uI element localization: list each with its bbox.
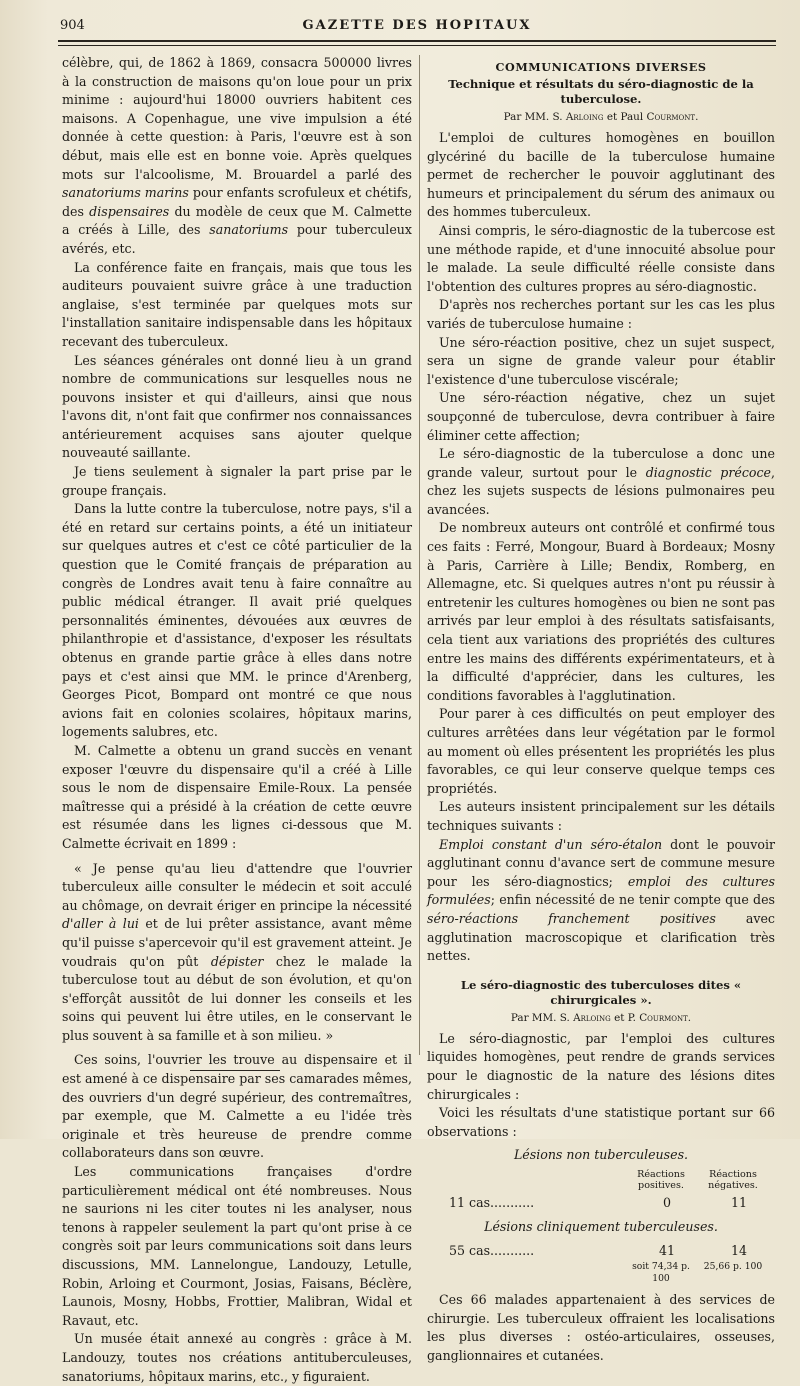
table-category: Lésions non tuberculeuses. (513, 1147, 689, 1163)
paragraph: Les auteurs insistent principalement sur les détails techniques suivants : (427, 799, 775, 833)
paragraph: M. Calmette a obtenu un grand succès en venant exposer l'œuvre du dispensaire qu'il a créé à Lille sous le nom de dispensaire Emile-Roux. La pensée maîtresse qui a présidé à la création de cette œuvre est résumée dans les lignes ci-dessous que M. Calmette écrivait en 1899 : (62, 742, 412, 851)
article-title: Technique et résultats du séro-diagnostic de la tuberculose. (448, 77, 754, 106)
paragraph: L'emploi de cultures homogènes en bouillon glycériné du bacille de la tuberculose humaine permet de rechercher le pouvoir agglutinant des humeurs et principalement du sérum des animaux ou des hommes tuberculeux. (427, 130, 775, 220)
paragraph: Une séro-réaction négative, chez un sujet soupçonné de tuberculose, devra contribuer à faire éliminer cette affection; (427, 390, 775, 443)
paragraph: Les séances générales ont donné lieu à un grand nombre de communications sur lesquelles nous ne pouvons insister et qui d'ailleurs, ainsi que nous l'avons dit, n'ont fait que confirmer nos connaissances antérieurement acquises sans ajouter quelque nouveauté saillante. (62, 352, 412, 461)
paragraph: Un musée était annexé au congrès : grâce à M. Landouzy, toutes nos créations antituberculeuses, sanatoriums, hôpitaux marins, etc., y figuraient. (62, 1331, 412, 1384)
column-header-positive: Réactions positives. (637, 1169, 685, 1192)
running-header (58, 16, 776, 38)
paragraph: Dans la lutte contre la tuberculose, notre pays, s'il a été en retard sur certains points, a été un initiateur sur quelques autres et c'est ce côté particulier de la question que le Comité français de préparation au congrès de Londres avait tenu à faire connaître au public médical étranger. Il avait prié quelques personnalités éminentes, dévouées aux œuvres de philanthropie et d'assistance, d'exposer les résultats obtenus en grande partie grâce à elles dans notre pays et c'est ainsi que MM. le prince d'Arenberg, Georges Picot, Bompard ont montré ce que nous avions fait en colonies scolaires, hôpitaux marins, logements salubres, etc. (62, 501, 412, 740)
paragraph: La conférence faite en français, mais que tous les auditeurs pouvaient suivre grâce à une traduction anglaise, s'est terminée par quelques mots sur l'installation sanitaire indispensable dans les hôpitaux recevant des tuberculeux. (62, 259, 412, 349)
left-column (62, 54, 412, 1386)
paragraph: Les communications françaises d'ordre particulièrement médical ont été nombreuses. Nous ne saurions ni les citer toutes ni les analyser, nous tenons à rappeler seulement la part qu'ont prise à ce congrès soit par leurs communications soit dans leurs discussions, MM. Lannelongue, Landouzy, Letulle, Robin, Arloing et Courmont, Josias, Faisans, Béclère, Launois, Mosny, Hobbs, Frottier, Malibran, Widal et Ravaut, etc. (62, 1164, 412, 1328)
paragraph: Le séro-diagnostic, par l'emploi des cultures liquides homogènes, peut rendre de grands services pour le diagnostic de la nature des lésions dites chirurgicales : (427, 1030, 775, 1102)
end-rule (190, 1070, 280, 1071)
paragraph: De nombreux auteurs ont contrôlé et confirmé tous ces faits : Ferré, Mongour, Buard à Bordeaux; Mosny à Paris, Carrière à Lille; Bendix, Romberg, en Allemagne, etc. Si quelques autres n'ont pu réussir à entretenir les cultures homogènes ou bien ne sont pas arrivés par leur emploi à des résultats satisfaisants, cela tient aux variations des propriétés des cultures entre les mains des différents expérimentateurs, et à la difficulté d'apprécier, dans les cultures, les conditions favorables à l'agglutination. (427, 520, 775, 703)
journal-title: GAZETTE DES HOPITAUX (302, 18, 532, 33)
paragraph: Le séro-diagnostic de la tuberculose a donc une grande valeur, surtout pour le diagnostic précoce, chez les sujets suspects de lésions pulmonaires peu avancées. (427, 446, 775, 517)
statistics-table (427, 1145, 775, 1285)
paragraph: Voici les résultats d'une statistique portant sur 66 observations : (427, 1105, 775, 1139)
table-category: Lésions cliniquement tuberculeuses. (484, 1219, 718, 1235)
paragraph: Emploi constant d'un séro-étalon dont le pouvoir agglutinant connu d'avance sert de commune mesure pour les séro-diagnostics; emploi des cultures formulées; enfin nécessité de ne tenir compte que des séro-réactions franchement positives avec agglutination macroscopique et clarification très nettes. (427, 836, 775, 964)
page-number: 904 (60, 18, 85, 33)
paragraph: Ces 66 malades appartenaient à des services de chirurgie. Les tuberculeux offraient les localisations les plus diverses : ostéo-articulaires, osseuses, ganglionnaires et cutanées. (427, 1292, 775, 1364)
section-title: COMMUNICATIONS DIVERSES (495, 60, 707, 74)
paragraph: Ces soins, l'ouvrier les trouve au dispensaire et il est amené à ce dispensaire par ses camarades mêmes, des ouvriers d'un degré supérieur, des contremaîtres, par exemple, que M. Calmette a eu l'idée très originale et très heureuse de prendre comme collaborateurs dans son œuvre. (62, 1052, 412, 1161)
right-column (427, 54, 775, 1366)
paragraph: D'après nos recherches portant sur les cas les plus variés de tuberculose humaine : (427, 297, 775, 331)
quotation: « Je pense qu'au lieu d'attendre que l'ouvrier tuberculeux aille consulter le médecin et soit acculé au chômage, on devrait ériger en principe la nécessité d'aller à lui et de lui prêter assistance, avant même qu'il puisse s'apercevoir qu'il est gravement atteint. Je voudrais qu'on pût dépister chez le malade la tuberculose tout au début de son évolution, et qu'on s'efforçât aussitôt de lui donner les conseils et les soins qui peuvent lui être utiles, en le conservant le plus souvent à sa famille et à son milieu. » (62, 860, 412, 1043)
paragraph: Je tiens seulement à signaler la part prise par le groupe français. (62, 464, 412, 498)
paragraph: célèbre, qui, de 1862 à 1869, consacra 500000 livres à la construction de maisons qu'on loue pour un prix minime : aujourd'hui 18000 ouvriers habitent ces maisons. A Copenhague, une vive impulsion a été donnée à cette question: à Paris, l'œuvre est à son début, mais elle est en bonne voie. Après quelques mots sur l'alcoolisme, M. Brouardel a parlé des sanatoriums marins pour enfants scrofuleux et chétifs, des dispensaires du modèle de ceux que M. Calmette a créés à Lille, des sanatoriums pour tuberculeux avérés, etc. (62, 55, 412, 256)
header-rule-thick (58, 40, 776, 42)
table-row: 11 cas........... 0 11 (449, 1195, 748, 1211)
table-percentages: soit 74,34 p. 100 25,66 p. 100 (632, 1261, 763, 1285)
table-row: 55 cas........... 41 14 (449, 1243, 748, 1259)
header-rule-thin (58, 45, 776, 46)
article-title: Le séro-diagnostic des tuberculoses dites « chirurgicales ». (460, 977, 742, 1007)
paragraph: Pour parer à ces difficultés on peut employer des cultures arrêtées dans leur végétation par le formol au moment où elles présentent les propriétés les plus favorables, ce qui leur conserve quelque temps ces propriétés. (427, 706, 775, 796)
paragraph: Ainsi compris, le séro-diagnostic de la tubercose est une méthode rapide, et d'une innocuité absolue pour le malade. La seule difficulté réelle consiste dans l'obtention des cultures propres au séro-diagnostic. (427, 222, 775, 294)
article-byline: Par MM. S. Arloing et P. Courmont. (510, 1011, 692, 1024)
table-header (427, 1169, 769, 1191)
column-separator (419, 55, 420, 1055)
article-byline: Par MM. S. Arloing et Paul Courmont. (503, 111, 699, 123)
paragraph: Une séro-réaction positive, chez un sujet suspect, sera un signe de grande valeur pour établir l'existence d'une tuberculose viscérale; (427, 334, 775, 387)
column-header-negative: Réactions négatives. (708, 1169, 758, 1192)
